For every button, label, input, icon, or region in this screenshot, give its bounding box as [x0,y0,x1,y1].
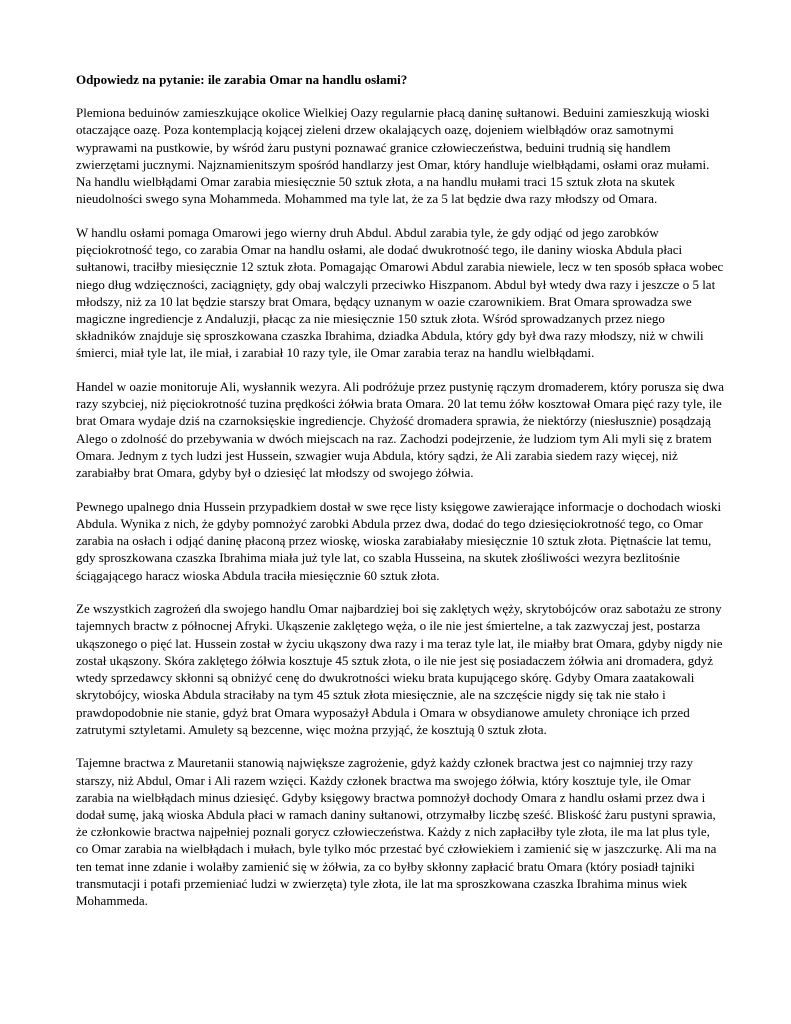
question-heading: Odpowiedz na pytanie: ile zarabia Omar na handlu osłami? [76,72,408,87]
paragraph-ali: Handel w oazie monitoruje Ali, wysłannik wezyra. Ali podróżuje przez pustynię rączym dromaderem, który porusza się dwa razy szybciej, niż pięciokrotność tuzina prędkości żółwia brata Omara. 20 lat temu żółw kosztował Omara pięć razy tyle, ile brat Omara wydaje dziś na czarnoksięskie ingrediencje. Chyżość dromadera sprawia, że niektórzy (niesłusznie) posądzają Alego o zdolność do przebywania w dwóch miejscach na raz. Zachodzi podejrzenie, że ludziom tym Ali myli się z bratem Omara. Jednym z tych ludzi jest Hussein, szwagier wuja Abdula, który sądzi, że Ali zarabia siedem razy więcej, niż zarabiałby brat Omara, gdyby był o dziesięć lat młodszy od swojego żółwia. [76,379,724,481]
paragraph-brotherhoods: Tajemne bractwa z Mauretanii stanowią największe zagrożenie, gdyż każdy członek bractwa jest co najmniej trzy razy starszy, niż Abdul, Omar i Ali razem wzięci. Każdy członek bractwa ma swojego żółwia, który kosztuje tyle, ile Omar zarabia na wielbłądach minus dziesięć. Gdyby księgowy bractwa pomnożył dochody Omara z handlu osłami przez dwa i dodał sumę, jaką wioska Abdula płaci w ramach daniny sułtanowi, otrzymałby liczbę sześć. Bliskość żaru pustyni sprawia, że członkowie bractwa najpełniej poznali gorycz człowieczeństwa. Każdy z nich zapłaciłby tyle złota, ile ma lat plus tyle, co Omar zarabia na wielbłądach i mułach, byle tylko móc przestać być człowiekiem i zamienić się w jaszczurkę. Ali ma na ten temat inne zdanie i wolałby zamienić się w żółwia, za co byłby skłonny zapłacić bratu Omara (który posiadł tajniki transmutacji i potafi przemieniać ludzi w zwierzęta) tyle złota, ile lat ma sproszkowana czaszka Ibrahima minus wiek Mohammeda. [76,755,717,909]
paragraph-hussein-records: Pewnego upalnego dnia Hussein przypadkiem dostał w swe ręce listy księgowe zawierające informacje o dochodach wioski Abdula. Wynika z nich, że gdyby pomnożyć zarobki Abdula przez dwa, dodać do tego dziesięciokrotność tego, co Omar zarabia na osłach i odjąć daninę płaconą przez wioskę, wioska zarabiałaby miesięcznie 10 sztuk złota. Piętnaście lat temu, gdy sproszkowana czaszka Ibrahima miała już tyle lat, co szabla Husseina, na skutek złośliwości wezyra bezlitośnie ściągającego haracz wioska Abdula traciła miesięcznie 60 sztuk złota. [76,498,722,583]
document-page [76,71,724,926]
paragraph-threats: Ze wszystkich zagrożeń dla swojego handlu Omar najbardziej boi się zaklętych węży, skrytobójców oraz sabotażu ze strony tajemnych bractw z północnej Afryki. Ukąszenie zaklętego węża, o ile nie jest śmiertelne, a tak zazwyczaj jest, postarza ukąszonego o pięć lat. Hussein został w życiu ukąszony dwa razy i ma teraz tyle lat, ile miałby brat Omara, gdyby nigdy nie został ukąszony. Skóra zaklętego żółwia kosztuje 45 sztuk złota, o ile nie jest się posiadaczem żółwia ani dromadera, gdyż wtedy sprzedawcy skłonni są obniżyć cenę do dwukrotności wieku brata kupującego skórę. Gdyby Omara zaatakowali skrytobójcy, wioska Abdula straciłaby na tym 45 sztuk złota miesięcznie, ale na szczęście nigdy się tak nie stało i prawdopodobnie nie stanie, gdyż brat Omara wyposażył Abdula i Omara w obsydianowe amulety chroniące ich przed zatrutymi sztyletami. Amulety są bezcenne, więc można przyjąć, że kosztują 0 sztuk złota. [76,601,723,737]
paragraph-abdul: W handlu osłami pomaga Omarowi jego wierny druh Abdul. Abdul zarabia tyle, że gdy odjąć od jego zarobków pięciokrotność tego, co zarabia Omar na handlu osłami, ale dodać dwukrotność tego, ile daniny wioska Abdula płaci sułtanowi, traciłby miesięcznie 12 sztuk złota. Pomagając Omarowi Abdul zarabia niewiele, lecz w ten sposób spłaca wobec niego dług wdzięczności, zaciągnięty, gdy obaj walczyli przeciwko Hiszpanom. Abdul był wtedy dwa razy i jeszcze o 5 lat młodszy, niż za 10 lat będzie starszy brat Omara, będący uznanym w oazie czarownikiem. Brat Omara sprowadza swe magiczne ingrediencje z Andaluzji, płacąc za nie miesięcznie 150 sztuk złota. Wśród sprowadzanych przez niego składników znajduje się sproszkowana czaszka Ibrahima, dziadka Abdula, który gdy był dwa razy młodszy, niż w chwili śmierci, miał tyle lat, ile miał, i zarabiał 10 razy tyle, ile Omar zarabia teraz na handlu wielbłądami. [76,224,724,361]
paragraph-omar-trade: Plemiona beduinów zamieszkujące okolice Wielkiej Oazy regularnie płacą daninę sułtanowi. Beduini zamieszkują wioski otaczające oazę. Poza kontemplacją kojącej zieleni drzew okalających oazę, dojeniem wielbłądów oraz samotnymi wyprawami na pustkowie, by wśród żaru pustyni poznawać granice człowieczeństwa, beduini trudnią się handlem zwierzętami jucznymi. Najznamienitszym spośród handlarzy jest Omar, który handluje wielbłądami, osłami oraz mułami. Na handlu wielbłądami Omar zarabia miesięcznie 50 sztuk złota, a na handlu mułami traci 15 sztuk złota na skutek nieudolności swego syna Mohammeda. Mohammed ma tyle lat, że za 5 lat będzie dwa razy młodszy od Omara. [76,105,710,207]
